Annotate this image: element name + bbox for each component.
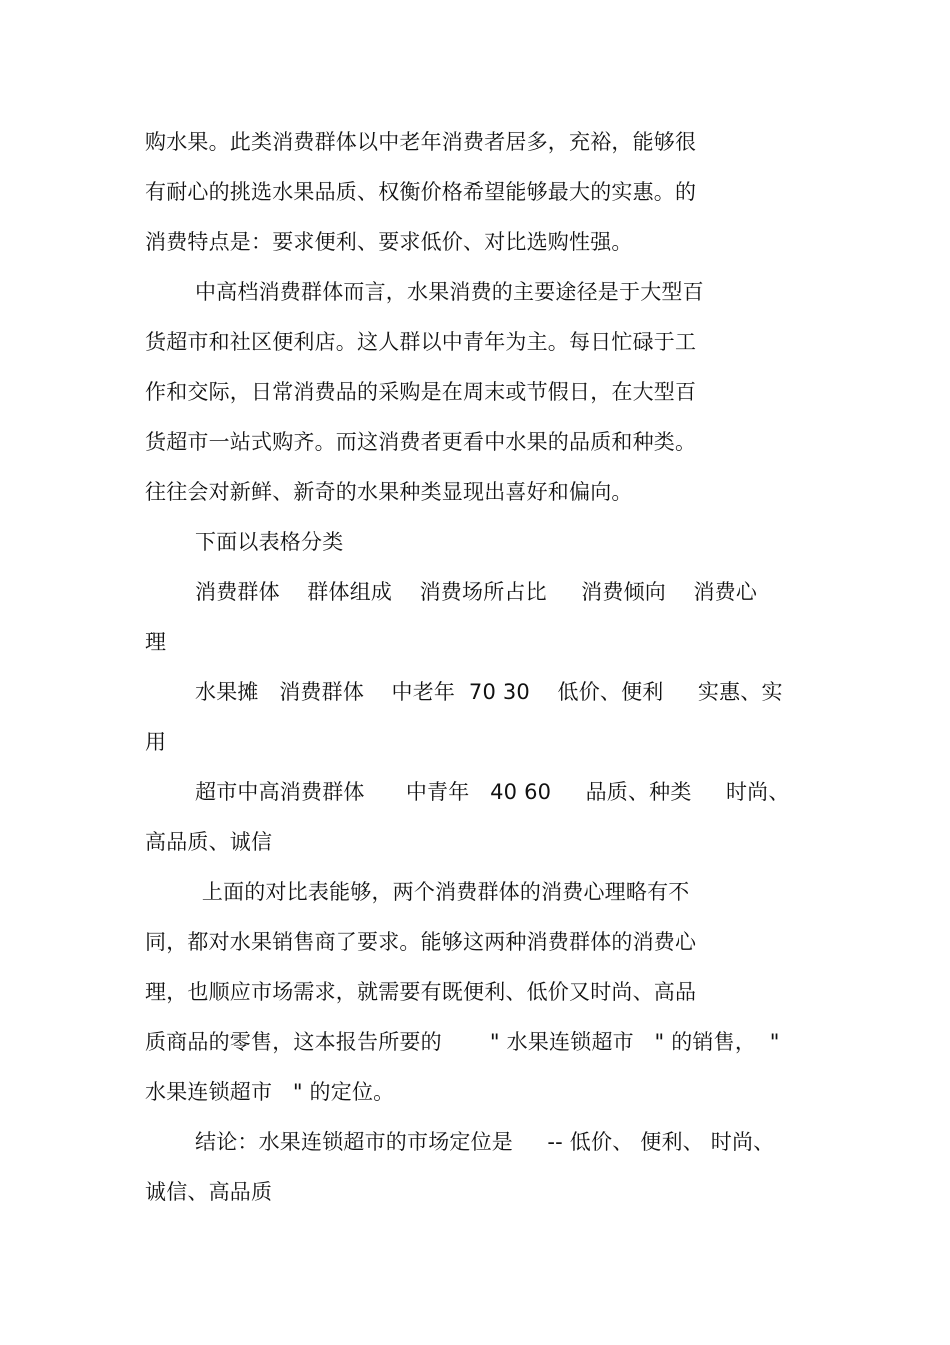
table-row-wrap: 用 [145,730,167,754]
table-row-wrap: 高品质、诚信 [145,830,273,854]
paragraph-line: 消费特点是：要求便利、要求低价、对比选购性强。 [145,230,633,254]
paragraph-line: 质商品的零售，这本报告所要的 " 水果连锁超市 " 的销售， " [145,1030,780,1054]
paragraph-line: 作和交际，日常消费品的采购是在周末或节假日，在大型百 [145,380,697,404]
conclusion-line: 诚信、高品质 [145,1180,273,1204]
paragraph-line: 理，也顺应市场需求，就需要有既便利、低价又时尚、高品 [145,980,697,1004]
table-header-row-wrap: 理 [145,630,167,654]
section-intro: 下面以表格分类 [195,530,344,554]
paragraph-line: 同，都对水果销售商了要求。能够这两种消费群体的消费心 [145,930,697,954]
paragraph-line: 上面的对比表能够，两个消费群体的消费心理略有不 [195,880,690,904]
table-row: 超市中高消费群体 中青年 40 60 品质、种类 时尚、 [195,780,790,804]
conclusion-line: 结论：水果连锁超市的市场定位是 -- 低价、 便利、 时尚、 [195,1130,775,1154]
paragraph-line: 中高档消费群体而言，水果消费的主要途径是于大型百 [195,280,704,304]
paragraph-line: 购水果。此类消费群体以中老年消费者居多，充裕，能够很 [145,130,697,154]
paragraph-line: 货超市和社区便利店。这人群以中青年为主。每日忙碌于工 [145,330,697,354]
table-row: 水果摊 消费群体 中老年 70 30 低价、便利 实惠、实 [195,680,783,704]
paragraph-line: 水果连锁超市 " 的定位。 [145,1080,395,1104]
table-header-row: 消费群体 群体组成 消费场所占比 消费倾向 消费心 [195,580,758,604]
paragraph-line: 货超市一站式购齐。而这消费者更看中水果的品质和种类。 [145,430,697,454]
paragraph-line: 有耐心的挑选水果品质、权衡价格希望能够最大的实惠。的 [145,180,697,204]
paragraph-line: 往往会对新鲜、新奇的水果种类显现出喜好和偏向。 [145,480,633,504]
